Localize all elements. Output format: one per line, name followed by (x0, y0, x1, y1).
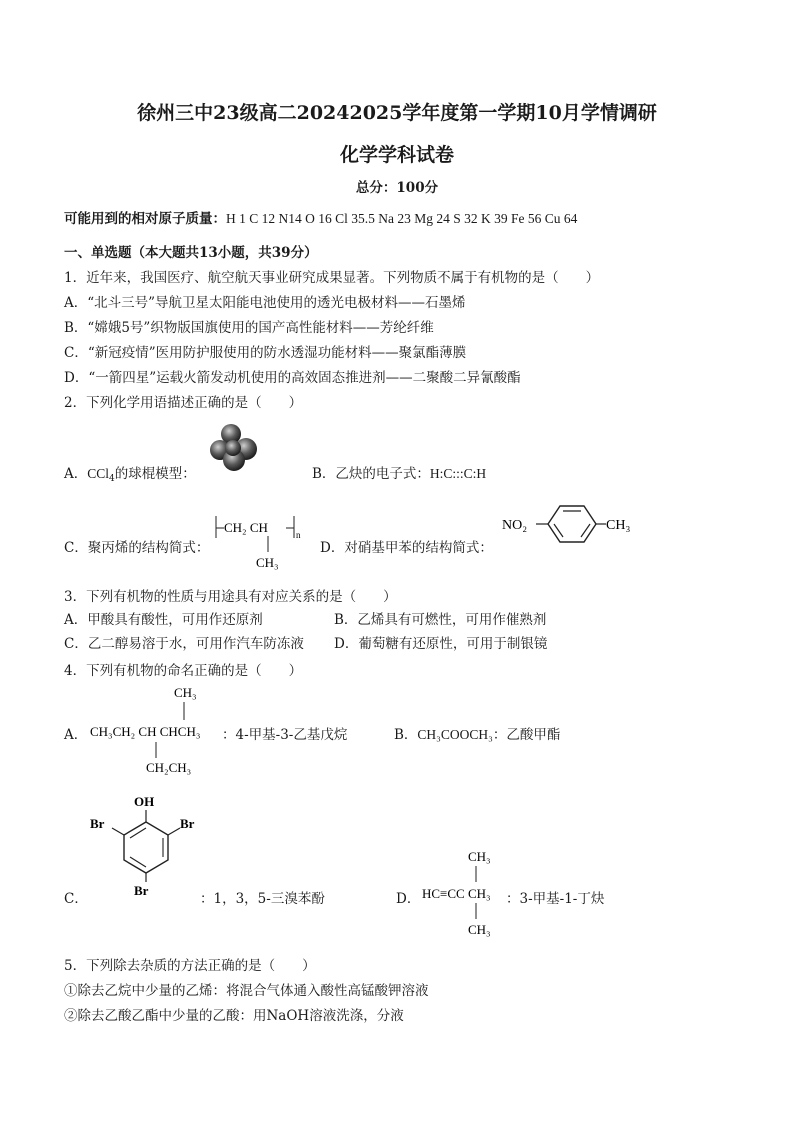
q3-option-b: B．乙烯具有可燃性，可用作催熟剂 (334, 612, 547, 628)
pp-n-text: n (296, 530, 301, 540)
q4-a-name: ：4-甲基-3-乙基戊烷 (222, 727, 348, 743)
tbp-oh-text: OH (134, 794, 155, 809)
q2-stem: 2．下列化学用语描述正确的是（ ） (64, 395, 303, 411)
q1-option-a: A．“北斗三号”导航卫星太阳能电池使用的透光电极材料——石墨烯 (64, 295, 466, 311)
q3-option-c: C．乙二醇易溶于水，可用作汽车防冻液 (64, 636, 304, 652)
q3-stem: 3．下列有机物的性质与用途具有对应关系的是（ ） (64, 589, 397, 605)
q2-option-b (312, 462, 486, 482)
exam-subtitle: 化学学科试卷 (339, 144, 454, 166)
pnt-no2-text: NO₂ (502, 518, 528, 533)
q4-stem: 4．下列有机物的命名正确的是（ ） (64, 663, 303, 679)
q4-option-b (394, 723, 560, 743)
exam-title: 徐州三中23级高二20242025学年度第一学期10月学情调研 (137, 102, 657, 124)
ccl4-ball-stick-model (210, 422, 262, 472)
q5-item-1: ①除去乙烷中少量的乙烯：将混合气体通入酸性高锰酸钾溶液 (64, 983, 429, 999)
tbp-br-left: Br (90, 816, 105, 831)
q2-option-d-text: D．对硝基甲苯的结构简式： (320, 540, 493, 556)
polypropylene-structure (210, 510, 310, 572)
q4-d-name: ：3-甲基-1-丁炔 (506, 891, 605, 907)
p-nitrotoluene-structure (500, 500, 640, 546)
tribromophenol-structure (88, 786, 200, 898)
q4-a-top-text: CH₃ (174, 685, 197, 700)
q4-d-prefix: D． (396, 891, 421, 907)
q1-option-b: B．“嫦娥5号”织物版国旗使用的国产高性能材料——芳纶纤维 (64, 320, 434, 336)
q4-b-name: ：乙酸甲酯 (492, 727, 561, 743)
q4-d-top-text: CH₃ (468, 849, 491, 864)
section-heading: 一、单选题（本大题共13小题，共39分） (64, 245, 318, 261)
q4-a-main-text: CH₃CH₂ CH CHCH₃ (90, 724, 201, 739)
q2-a-subscript: 4 (109, 474, 115, 484)
pp-chain-text: CH₂ CH (224, 520, 268, 535)
tbp-br-right: Br (180, 816, 195, 831)
q4-d-bottom-text: CH₃ (468, 922, 491, 937)
q3-option-d: D．葡萄糖有还原性，可用于制银镜 (334, 636, 548, 652)
pnt-ch3-text: CH₃ (606, 518, 631, 533)
q1-option-c: C．“新冠疫情”医用防护服使用的防水透湿功能材料——聚氯酯薄膜 (64, 345, 467, 361)
q2-a-formula: CCl (87, 466, 110, 481)
q2-b-formula: H:C:::C:H (429, 466, 487, 481)
q2-option-a (64, 462, 196, 484)
q4-b-prefix: B． (394, 727, 418, 743)
pp-branch-text: CH₃ (256, 555, 279, 570)
q5-item-2: ②除去乙酸乙酯中少量的乙酸：用NaOH溶液洗涤，分液 (64, 1008, 404, 1024)
q4-a-prefix: A． (64, 727, 88, 743)
atomic-mass-values: H 1 C 12 N14 O 16 Cl 35.5 Na 23 Mg 24 S 32 K 39 Fe 56 Cu 64 (226, 211, 578, 226)
q4-c-name: ：1，3，5-三溴苯酚 (200, 891, 325, 907)
q2-b-text: B．乙炔的电子式： (312, 466, 430, 482)
q5-stem: 5．下列除去杂质的方法正确的是（ ） (64, 958, 316, 974)
atomic-mass-label: 可能用到的相对原子质量： (64, 211, 226, 227)
q4-a-bottom-text: CH₂CH₃ (146, 760, 192, 775)
q2-a-prefix: A． (64, 466, 88, 482)
q1-stem: 1．近年来，我国医疗、航空航天事业研究成果显著。下列物质不属于有机物的是（ ） (64, 270, 600, 286)
q2-option-c-text: C．聚丙烯的结构简式： (64, 540, 210, 556)
q4-d-main-text: HC≡CC CH₃ (422, 886, 491, 901)
tbp-br-bottom: Br (134, 883, 149, 898)
atomic-mass-line (64, 207, 577, 227)
q1-option-d: D．“一箭四星”运载火箭发动机使用的高效固态推进剂——二聚酸二异氰酸酯 (64, 370, 521, 386)
q2-a-suffix: 的球棍模型： (114, 466, 196, 482)
q4-b-formula: CH₃COOCH₃ (417, 727, 493, 742)
q3-option-a: A．甲酸具有酸性，可用作还原剂 (64, 612, 263, 628)
q4-c-prefix: C． (64, 891, 88, 907)
total-score: 总分：100分 (355, 180, 439, 196)
